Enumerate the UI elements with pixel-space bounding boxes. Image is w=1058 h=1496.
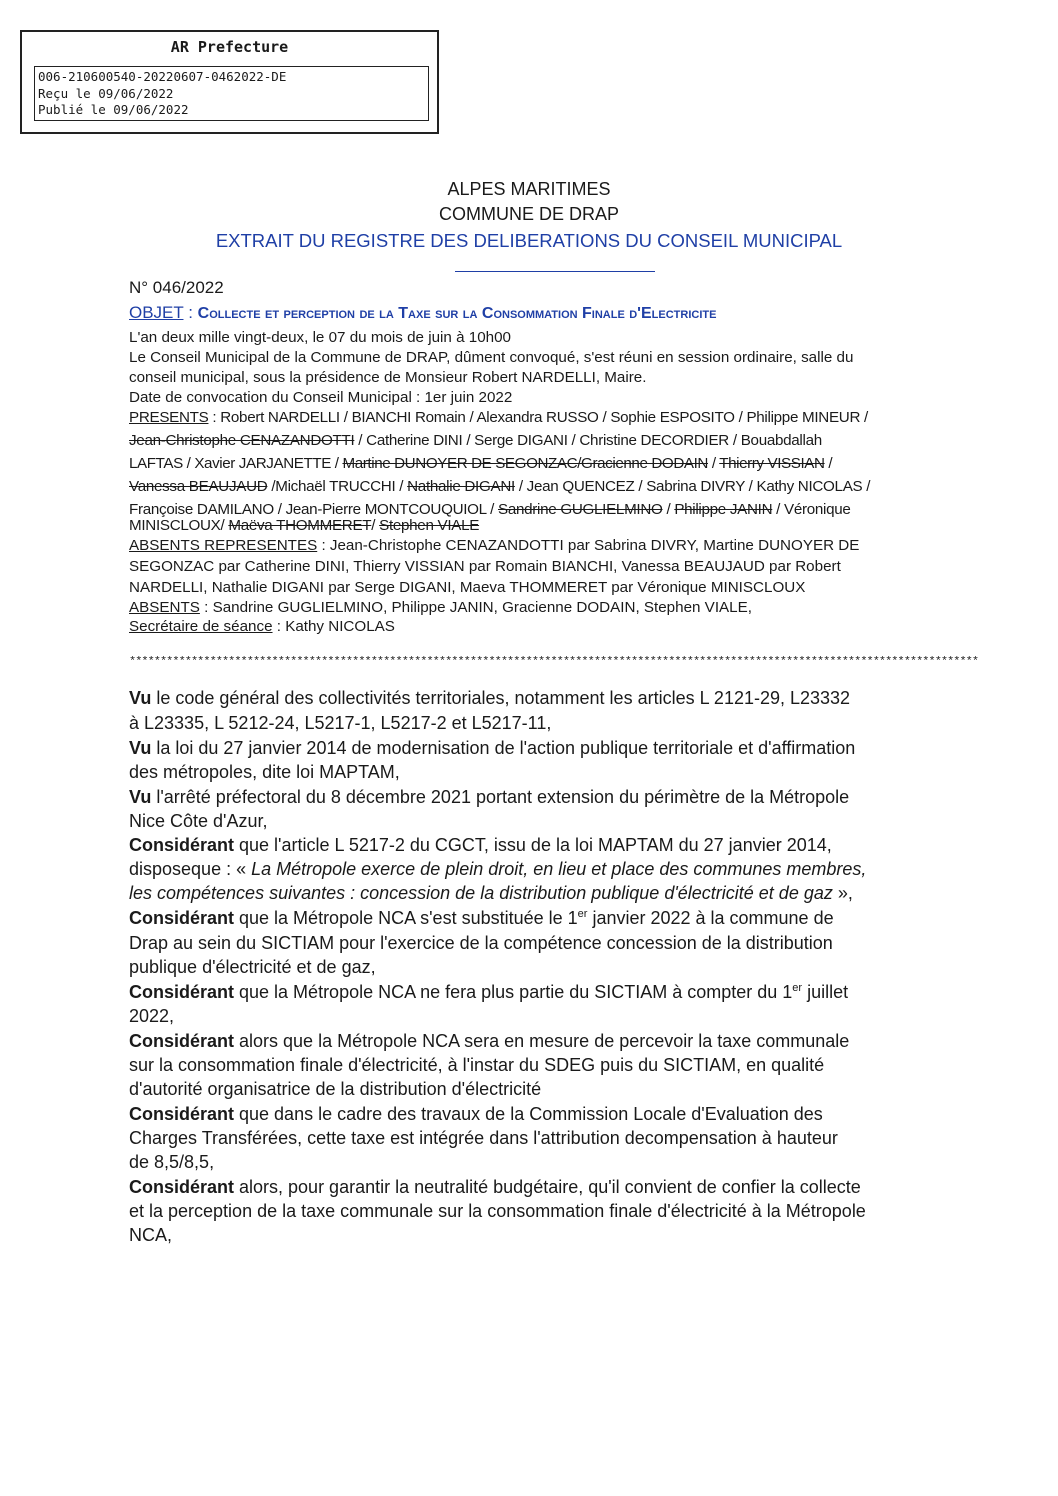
absents-label: ABSENTS xyxy=(129,599,200,616)
body-text: alors, pour garantir la neutralité budgétaire, qu'il convient de confier la collecte xyxy=(234,1177,861,1197)
considerant-1-line-3 xyxy=(129,882,853,904)
considerant-4-line-3: d'autorité organisatrice de la distribution d'électricité xyxy=(129,1079,542,1099)
convocation-date: Date de convocation du Conseil Municipal : 1er juin 2022 xyxy=(129,389,513,406)
struck-name: Thierry VISSIAN xyxy=(719,455,825,472)
vu-paragraph-3-line-2: Nice Côte d'Azur, xyxy=(129,811,268,831)
vu-keyword: Vu xyxy=(129,787,152,807)
considerant-5-line-3: de 8,5/8,5, xyxy=(129,1152,215,1172)
vu-paragraph-2-line-2: des métropoles, dite loi MAPTAM, xyxy=(129,762,400,782)
struck-name: Sandrine GUGLIELMINO xyxy=(498,501,663,518)
body-text: que l'article L 5217-2 du CGCT, issu de la loi MAPTAM du 27 janvier 2014, xyxy=(234,835,832,855)
presents-text: / xyxy=(371,517,380,534)
considerant-2-line-2: Drap au sein du SICTIAM pour l'exercice de la compétence concession de la distribution xyxy=(129,933,833,953)
body-text: le code général des collectivités territoriales, notamment les articles L 2121-29, L23332 xyxy=(151,688,851,708)
presents-text: / Jean QUENCEZ / Sabrina DIVRY / Kathy NICOLAS / xyxy=(514,478,871,495)
absents-line xyxy=(129,598,752,617)
ordinal-suffix: er xyxy=(577,908,588,920)
considerant-3-line-1 xyxy=(129,981,848,1003)
considerant-2-line-3: publique d'électricité et de gaz, xyxy=(129,957,376,977)
presents-line-2 xyxy=(129,431,822,450)
body-text: que la Métropole NCA ne fera plus partie du SICTIAM à compter du 1 xyxy=(234,982,793,1002)
deliberation-number: N° 046/2022 xyxy=(129,278,224,297)
body-text: l'arrêté préfectoral du 8 décembre 2021 portant extension du périmètre de la Métropole xyxy=(151,787,850,807)
object-title: Collecte et perception de la Taxe sur la Consommation Finale d'Electricite xyxy=(197,305,717,322)
separator-line: ***************************************************************************************************************************************** xyxy=(129,656,979,668)
body-text: janvier 2022 à la commune de xyxy=(587,908,834,928)
struck-name: Philippe JANIN xyxy=(674,501,773,518)
considerant-4-line-1 xyxy=(129,1030,849,1052)
presents-text: / Véronique xyxy=(772,501,851,518)
struck-name: Nathalie DIGANI xyxy=(407,478,515,495)
vu-keyword: Vu xyxy=(129,688,152,708)
considerant-1-line-1 xyxy=(129,834,832,856)
body-text: que la Métropole NCA s'est substituée le 1 xyxy=(234,908,578,928)
convened-line-2: conseil municipal, sous la présidence de Monsieur Robert NARDELLI, Maire. xyxy=(129,369,647,386)
presents-label: PRESENTS xyxy=(129,409,209,426)
presents-text: /Michaël TRUCCHI / xyxy=(267,478,408,495)
object-line xyxy=(129,302,716,325)
struck-name: Jean-Christophe CENAZANDOTTI xyxy=(129,432,355,449)
stamp-received-date: Reçu le 09/06/2022 xyxy=(38,85,174,101)
body-text: la loi du 27 janvier 2014 de modernisation de l'action publique territoriale et d'affirmation xyxy=(151,738,856,758)
presents-line-4 xyxy=(129,477,870,496)
struck-name: Vanessa BEAUJAUD xyxy=(129,478,268,495)
body-text: disposeque : « xyxy=(129,859,252,879)
represented-label: ABSENTS REPRESENTES xyxy=(129,537,318,554)
absents-text: : Sandrine GUGLIELMINO, Philippe JANIN, Gracienne DODAIN, Stephen VIALE, xyxy=(199,599,752,616)
commune-heading: COMMUNE DE DRAP xyxy=(438,204,619,224)
meeting-date: L'an deux mille vingt-deux, le 07 du mois de juin à 10h00 xyxy=(129,329,511,346)
vu-paragraph-3-line-1 xyxy=(129,786,849,808)
considerant-4-line-2: sur la consommation finale d'électricité, à l'instar du SDEG puis du SICTIAM, en qualité xyxy=(129,1055,825,1075)
body-text: juillet xyxy=(802,982,849,1002)
stamp-published-date: Publié le 09/06/2022 xyxy=(38,102,189,117)
considerant-6-line-3: NCA, xyxy=(129,1225,173,1245)
vu-paragraph-1-line-2: à L23335, L 5212-24, L5217-1, L5217-2 et L5217-11, xyxy=(129,713,552,733)
register-heading: EXTRAIT DU REGISTRE DES DELIBERATIONS DU CONSEIL MUNICIPAL xyxy=(215,230,843,251)
quoted-text: La Métropole exerce de plein droit, en lieu et place des communes membres, xyxy=(251,859,867,879)
considerant-6-line-1 xyxy=(129,1176,861,1198)
vu-keyword: Vu xyxy=(129,738,152,758)
considerant-1-line-2 xyxy=(129,858,866,880)
represented-text: : Jean-Christophe CENAZANDOTTI par Sabrina DIVRY, Martine DUNOYER DE xyxy=(317,537,860,554)
struck-name: Martine DUNOYER DE SEGONZAC/Gracienne DODAIN xyxy=(342,455,709,472)
header-divider xyxy=(455,271,655,272)
struck-name: Stephen VIALE xyxy=(379,517,480,534)
presents-line-6 xyxy=(129,516,479,535)
considerant-keyword: Considérant xyxy=(129,908,235,928)
secretary-text: : Kathy NICOLAS xyxy=(272,618,395,635)
vu-paragraph-2-line-1 xyxy=(129,737,855,759)
stamp-reference: 006-210600540-20220607-0462022-DE xyxy=(38,69,287,84)
presents-text: / xyxy=(662,501,675,518)
considerant-5-line-1 xyxy=(129,1103,823,1125)
vu-paragraph-1-line-1 xyxy=(129,687,850,709)
secretary-label: Secrétaire de séance xyxy=(129,618,273,635)
considerant-2-line-1 xyxy=(129,907,834,929)
presents-text: / xyxy=(708,455,720,472)
presents-text: / Catherine DINI / Serge DIGANI / Christine DECORDIER / Bouabdallah xyxy=(354,432,822,449)
ordinal-suffix: er xyxy=(792,982,803,994)
secretary-line xyxy=(129,617,395,636)
presents-text: MINISCLOUX/ xyxy=(129,517,229,534)
object-label: OBJET xyxy=(129,303,184,322)
presents-line-1 xyxy=(129,408,868,427)
considerant-5-line-2: Charges Transférées, cette taxe est intégrée dans l'attribution decompensation à hauteur xyxy=(129,1128,838,1148)
represented-line-1 xyxy=(129,536,859,555)
considerant-keyword: Considérant xyxy=(129,835,235,855)
presents-line-3 xyxy=(129,454,832,473)
quoted-text: les compétences suivantes : concession de la distribution publique d'électricité et de gaz xyxy=(129,883,833,903)
represented-line-3: NARDELLI, Nathalie DIGANI par Serge DIGANI, Maeva THOMMERET par Véronique MINISCLOUX xyxy=(129,579,806,596)
considerant-6-line-2: et la perception de la taxe communale sur la consommation finale d'électricité à la Métropole xyxy=(129,1201,866,1221)
struck-name: Maëva THOMMERET xyxy=(228,517,372,534)
stamp-title: AR Prefecture xyxy=(170,38,289,56)
considerant-keyword: Considérant xyxy=(129,1031,235,1051)
convened-line-1: Le Conseil Municipal de la Commune de DRAP, dûment convoqué, s'est réuni en session ordinaire, salle du xyxy=(129,349,854,366)
object-separator: : xyxy=(183,303,198,322)
presents-text: LAFTAS / Xavier JARJANETTE / xyxy=(129,455,343,472)
presents-text: : Robert NARDELLI / BIANCHI Romain / Alexandra RUSSO / Sophie ESPOSITO / Philippe MINEUR / xyxy=(208,409,868,426)
considerant-keyword: Considérant xyxy=(129,982,235,1002)
body-text: alors que la Métropole NCA sera en mesure de percevoir la taxe communale xyxy=(234,1031,850,1051)
considerant-keyword: Considérant xyxy=(129,1177,235,1197)
department-heading: ALPES MARITIMES xyxy=(447,179,611,199)
presents-text: Françoise DAMILANO / Jean-Pierre MONTCOUQUIOL / xyxy=(129,501,499,518)
considerant-keyword: Considérant xyxy=(129,1104,235,1124)
stamp-details xyxy=(34,66,429,121)
body-text: que dans le cadre des travaux de la Commission Locale d'Evaluation des xyxy=(234,1104,823,1124)
considerant-3-line-2: 2022, xyxy=(129,1006,175,1026)
presents-text: / xyxy=(824,455,833,472)
represented-line-2: SEGONZAC par Catherine DINI, Thierry VISSIAN par Romain BIANCHI, Vanessa BEAUJAUD par Robert xyxy=(129,558,841,575)
prefecture-stamp xyxy=(20,30,439,134)
body-text: », xyxy=(832,883,853,903)
